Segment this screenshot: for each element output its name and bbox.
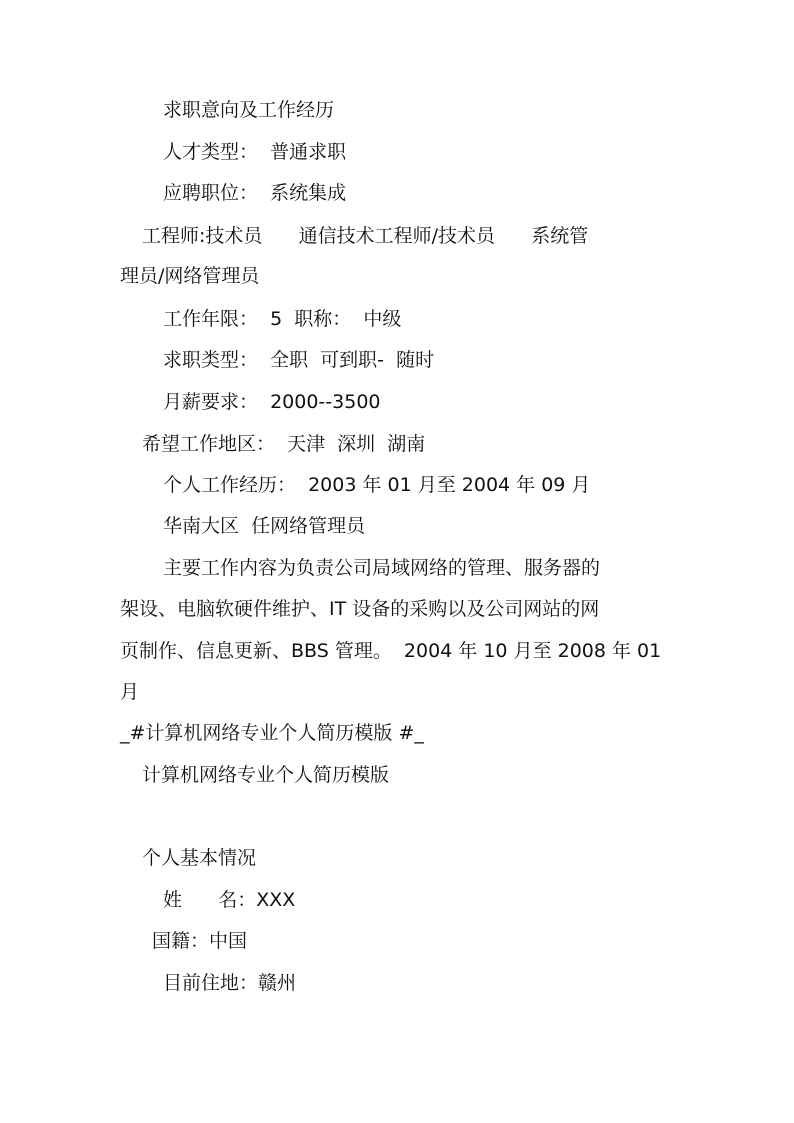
section-heading-job-intent: 求职意向及工作经历 — [163, 99, 335, 121]
duties-paragraph-line-1: 主要工作内容为负责公司局域网络的管理、服务器的 — [163, 557, 601, 579]
company-role-line: 华南大区 任网络管理员 — [163, 515, 366, 537]
section-heading-basic-info: 个人基本情况 — [142, 847, 257, 869]
duties-paragraph-line-4: 月 — [120, 681, 140, 703]
name-line: 姓 名：XXX — [163, 889, 296, 911]
nationality-line: 国籍：中国 — [152, 930, 248, 952]
position-detail-line: 工程师:技术员 通信技术工程师/技术员 系统管 — [142, 225, 589, 247]
template-marker-line: _#计算机网络专业个人简历模版 #_ — [120, 722, 424, 744]
position-detail-continued: 理员/网络管理员 — [120, 265, 260, 287]
duties-paragraph-line-2: 架设、电脑软硬件维护、IT 设备的采购以及公司网站的网 — [120, 598, 600, 620]
resume-template-title: 计算机网络专业个人简历模版 — [142, 764, 390, 786]
talent-type-line: 人才类型： 普通求职 — [163, 141, 347, 163]
applied-position-line: 应聘职位： 系统集成 — [163, 182, 347, 204]
job-type-line: 求职类型： 全职 可到职- 随时 — [163, 349, 435, 371]
work-years-line: 工作年限： 5 职称： 中级 — [163, 308, 402, 330]
work-location-line: 希望工作地区： 天津 深圳 湖南 — [142, 433, 426, 455]
salary-line: 月薪要求： 2000--3500 — [163, 391, 381, 413]
duties-paragraph-line-3: 页制作、信息更新、BBS 管理。 2004 年 10 月至 2008 年 01 — [120, 640, 662, 662]
work-history-line: 个人工作经历： 2003 年 01 月至 2004 年 09 月 — [163, 474, 591, 496]
current-residence-line: 目前住地：赣州 — [163, 972, 297, 994]
